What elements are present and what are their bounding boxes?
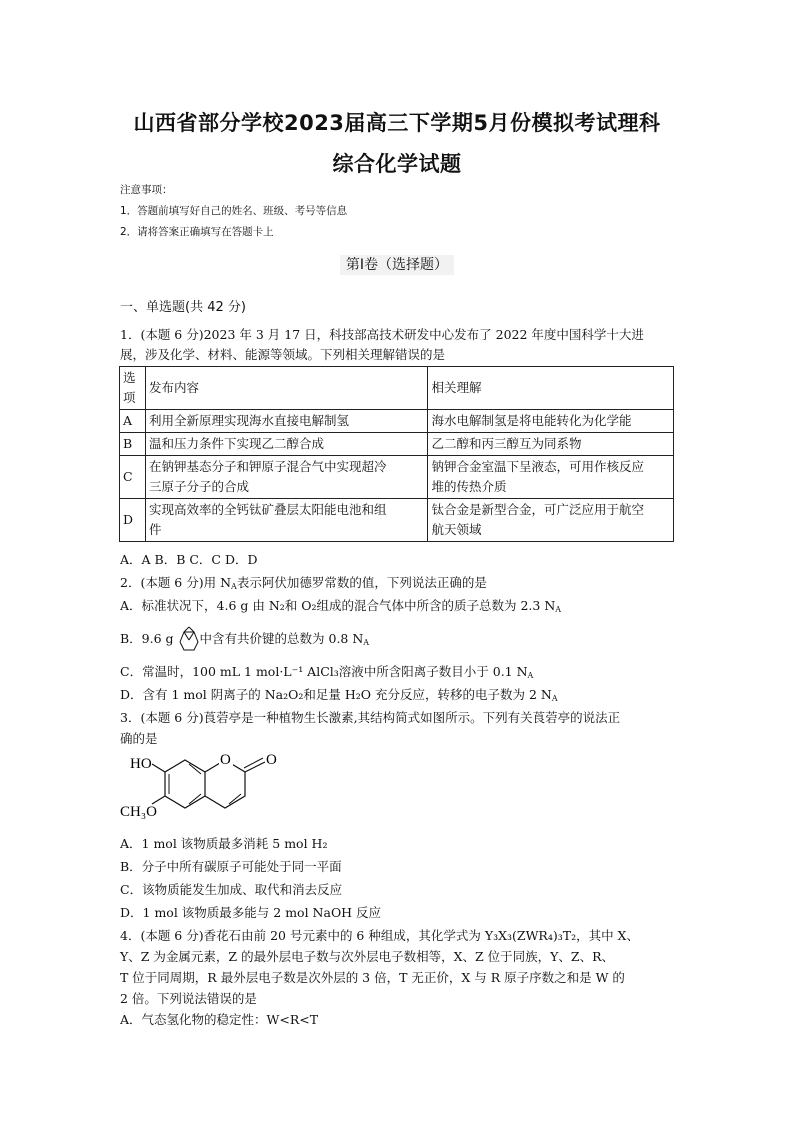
table-header-option-line1: 选 [123, 370, 136, 385]
table-row [120, 456, 674, 499]
scopoletin-structure-icon [120, 748, 300, 828]
q3-option-b: B．分子中所有碳原子可能处于同一平面 [120, 859, 342, 874]
norbornane-structure-icon [178, 626, 200, 654]
table-cell-understanding [428, 499, 674, 542]
table-cell-understanding-line2: 堆的传热介质 [431, 479, 507, 494]
page-title-line2: 综合化学试题 [332, 152, 462, 176]
table-cell-option: C [120, 456, 146, 499]
q2-stem-sub: A [231, 582, 237, 591]
table-cell-content [145, 499, 427, 542]
section-label: 第I卷（选择题） [340, 255, 454, 275]
table-cell-understanding-line1: 钛合金是新型合金，可广泛应用于航空 [431, 502, 644, 517]
table-header-option [120, 367, 146, 410]
q2-option-b-pre: B．9.6 g [120, 631, 174, 646]
q3-option-d: D．1 mol 该物质最多能与 2 mol NaOH 反应 [120, 905, 382, 920]
q2-option-a-sub: A [555, 605, 562, 614]
q2-option-d-sub: A [551, 694, 558, 703]
table-cell-content-line1: 在钠钾基态分子和钾原子混合气中实现超冷 [148, 459, 387, 474]
table-cell-content: 利用全新原理实现海水直接电解制氢 [145, 410, 427, 433]
table-cell-content: 温和压力条件下实现乙二醇合成 [145, 433, 427, 456]
q2-option-d [120, 685, 558, 703]
q2-option-c-text: C．常温时，100 mL 1 mol·L⁻¹ AlCl₃溶液中所含阳离子数目小于 0.1 N [120, 664, 528, 679]
notes-block [120, 180, 347, 243]
section-heading [0, 254, 794, 274]
table-cell-understanding: 乙二醇和丙三醇互为同系物 [428, 433, 674, 456]
q2-option-b-post: 中含有共价键的总数为 0.8 N [199, 631, 364, 646]
table-cell-option: D [120, 499, 146, 542]
q2-option-a [120, 596, 561, 614]
table-row [120, 433, 674, 456]
table-cell-understanding [428, 456, 674, 499]
notes-heading: 注意事项： [120, 184, 173, 196]
table-cell-understanding-line1: 钠钾合金室温下呈液态，可用作核反应 [431, 459, 644, 474]
q1-options: A．A B．B C．C D．D [120, 552, 258, 567]
table-header-option-line2: 项 [123, 390, 136, 405]
q2-option-c [120, 662, 533, 680]
q4-line3: T 位于同周期，R 最外层电子数是次外层的 3 倍，T 无正价，X 与 R 原子序数之和是 W 的 [120, 970, 625, 985]
notes-item-2: 2．请将答案正确填写在答题卡上 [120, 226, 274, 238]
table-cell-content [145, 456, 427, 499]
methoxy-label: CH₃O [120, 804, 157, 820]
q2-option-a-text: A．标准状况下，4.6 g 由 N₂和 O₂组成的混合气体中所含的质子总数为 2.3 N [120, 598, 556, 613]
q3-option-c: C．该物质能发生加成、取代和消去反应 [120, 882, 343, 897]
table-cell-content-line2: 件 [148, 522, 162, 537]
table-cell-option: A [120, 410, 146, 433]
q4-line4: 2 倍。下列说法错误的是 [120, 991, 257, 1006]
table-header-row [120, 367, 674, 410]
q1-stem-line2: 展，涉及化学、材料、能源等领域。下列相关理解错误的是 [120, 347, 446, 362]
hydroxyl-label: HO [130, 756, 152, 772]
table-cell-understanding-line2: 航天领域 [431, 522, 482, 537]
q2-option-b-sub: A [363, 638, 370, 647]
q3-stem-line2: 确的是 [120, 731, 158, 746]
q2-option-b [120, 622, 369, 656]
table-cell-content-line2: 三原子分子的合成 [148, 479, 249, 494]
table-cell-understanding: 海水电解制氢是将电能转化为化学能 [428, 410, 674, 433]
q1-table [119, 366, 674, 542]
table-header-content: 发布内容 [145, 367, 427, 410]
q4-line1: 4．(本题 6 分)香花石由前 20 号元素中的 6 种组成，其化学式为 Y₃X₃(ZWR₄)₃T₂，其中 X、 [120, 928, 639, 943]
q2-stem-rest: 表示阿伏加德罗常数的值，下列说法正确的是 [236, 575, 487, 590]
q1-stem-line1: 1．(本题 6 分)2023 年 3 月 17 日，科技部高技术研发中心发布了 2022 年度中国科学十大进 [120, 327, 644, 342]
q2-option-d-text: D．含有 1 mol 阴离子的 Na₂O₂和足量 H₂O 充分反应，转移的电子数为 2 N [120, 687, 552, 702]
q3-stem-line1: 3．(本题 6 分)莨菪亭是一种植物生长激素,其结构简式如图所示。下列有关莨菪亭的说法正 [120, 710, 621, 725]
q2-stem [120, 573, 487, 591]
table-header-understanding: 相关理解 [428, 367, 674, 410]
q3-option-a: A．1 mol 该物质最多消耗 5 mol H₂ [120, 836, 328, 851]
q4-line2: Y、Z 为金属元素，Z 的最外层电子数与次外层电子数相等，X、Z 位于同族，Y、Z、R、 [120, 949, 614, 964]
q2-stem-text: 2．(本题 6 分)用 N [120, 575, 232, 590]
table-cell-content-line1: 实现高效率的全钙钛矿叠层太阳能电池和组 [148, 502, 387, 517]
q2-option-c-sub: A [527, 671, 534, 680]
keto-oxygen-label: O [266, 752, 277, 768]
ring-oxygen-label: O [220, 752, 231, 768]
table-row [120, 410, 674, 433]
table-row [120, 499, 674, 542]
q4-option-a: A．气态氢化物的稳定性：W<R<T [120, 1012, 319, 1027]
part-heading: 一、单选题(共 42 分) [120, 300, 246, 315]
table-cell-option: B [120, 433, 146, 456]
notes-item-1: 1．答题前填写好自己的姓名、班级、考号等信息 [120, 205, 348, 217]
page-title-line1: 山西省部分学校2023届高三下学期5月份模拟考试理科 [133, 111, 661, 135]
